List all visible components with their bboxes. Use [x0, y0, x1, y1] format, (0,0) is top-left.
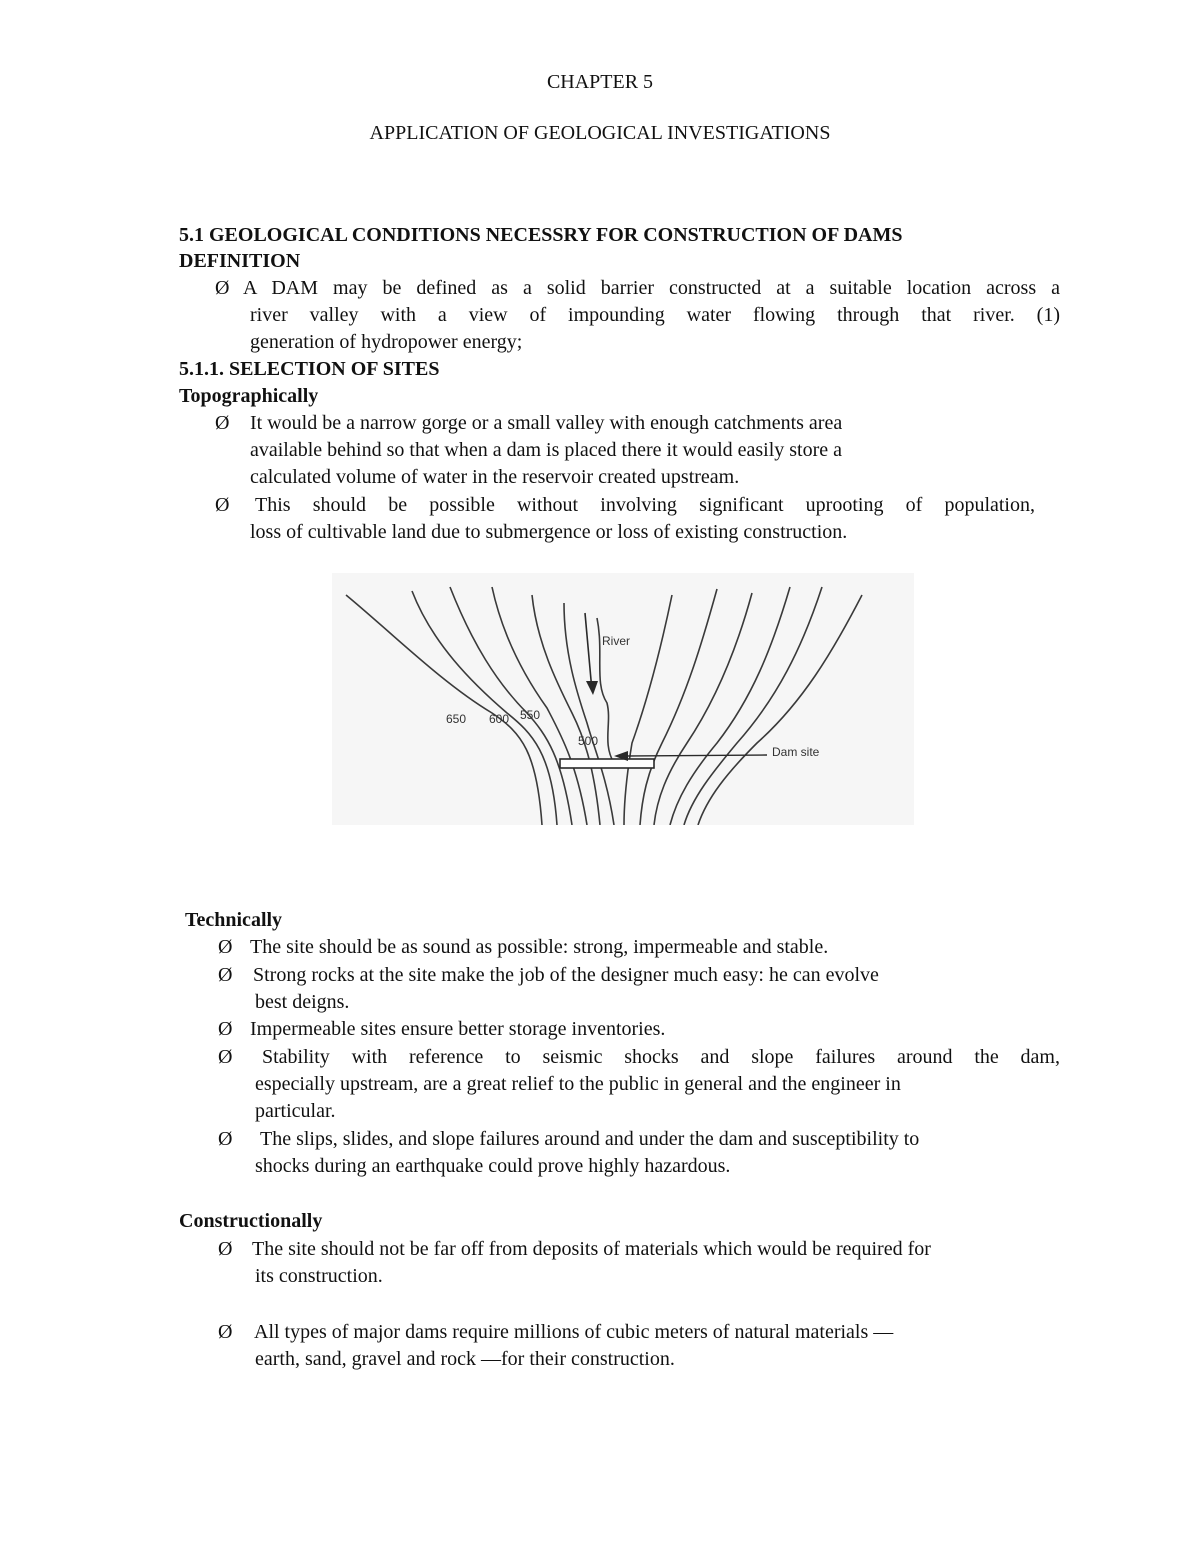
- river-flow-arrowhead: [586, 681, 598, 695]
- const-bullet-2-line-1: All types of major dams require millions of cubic meters of natural materials —: [254, 1321, 894, 1343]
- contour-line: [624, 595, 672, 825]
- contour-line: [640, 589, 717, 825]
- topo-bullet-1-line-1: It would be a narrow gorge or a small valley with enough catchments area: [250, 412, 843, 434]
- contour-line: [450, 587, 572, 825]
- chapter-title: APPLICATION OF GEOLOGICAL INVESTIGATIONS: [369, 122, 831, 144]
- definition-line-2: river valley with a view of impounding water flowing through that river. (1): [250, 304, 1060, 326]
- const-bullet-1-line-2: its construction.: [255, 1265, 383, 1287]
- subsection-heading: 5.1.1. SELECTION OF SITES: [179, 358, 440, 380]
- tech-bullet-3: [218, 1016, 1038, 1043]
- tech-bullet-4-line-1: Stability with reference to seismic shocks and slope failures around the dam,: [262, 1046, 1060, 1068]
- contour-line: [684, 587, 822, 825]
- dam-site-contour-figure: [332, 573, 914, 825]
- const-bullet-2-line-2: earth, sand, gravel and rock —for their construction.: [255, 1348, 675, 1370]
- tech-bullet-5-line-1: The slips, slides, and slope failures around and under the dam and susceptibility to: [260, 1128, 920, 1150]
- tech-bullet-4: [218, 1044, 1060, 1125]
- river-flow-arrow: [585, 613, 592, 691]
- const-bullet-1-line-1: The site should not be far off from deposits of materials which would be required for: [252, 1238, 931, 1260]
- bullet-symbol: Ø: [215, 412, 230, 434]
- contour-map-drawing: [332, 573, 914, 825]
- const-bullet-2: [218, 1319, 1060, 1373]
- tech-bullet-2-line-2: best deigns.: [255, 991, 350, 1013]
- dam-site-label: Dam site: [772, 745, 820, 759]
- const-bullet-1: [218, 1236, 1060, 1290]
- bullet-symbol: Ø: [218, 1018, 233, 1040]
- tech-bullet-1: [218, 934, 1038, 961]
- topo-bullet-2-line-1: This should be possible without involving significant uprooting of population,: [255, 494, 1035, 516]
- bullet-symbol: Ø: [215, 277, 230, 299]
- tech-bullet-1-line-1: The site should be as sound as possible: strong, impermeable and stable.: [250, 936, 829, 958]
- contour-label-500: 500: [578, 734, 599, 748]
- topo-bullet-2: [215, 492, 1035, 546]
- bullet-symbol: Ø: [218, 1238, 233, 1260]
- chapter-number: CHAPTER 5: [546, 71, 654, 93]
- contour-label-600: 600: [489, 712, 510, 726]
- constructionally-heading: Constructionally: [179, 1210, 323, 1232]
- topo-bullet-2-line-2: loss of cultivable land due to submergence or loss of existing construction.: [250, 521, 848, 543]
- contour-line: [654, 593, 752, 825]
- section-heading: 5.1 GEOLOGICAL CONDITIONS NECESSRY FOR CONSTRUCTION OF DAMS: [179, 224, 903, 246]
- contour-line: [492, 587, 587, 825]
- dam-site-pointer: [627, 755, 767, 756]
- bullet-symbol: Ø: [218, 1321, 233, 1343]
- bullet-symbol: Ø: [218, 1046, 233, 1068]
- contour-label-550: 550: [520, 708, 541, 722]
- river-label: River: [602, 634, 631, 648]
- topo-bullet-1-line-3: calculated volume of water in the reservoir created upstream.: [250, 466, 740, 488]
- definition-heading: DEFINITION: [179, 250, 301, 272]
- contour-line: [670, 587, 790, 825]
- topo-bullet-1-line-2: available behind so that when a dam is placed there it would easily store a: [250, 439, 843, 461]
- bullet-symbol: Ø: [215, 494, 230, 516]
- bullet-symbol: Ø: [218, 1128, 233, 1150]
- contour-line: [346, 595, 542, 825]
- dam-structure: [560, 759, 654, 768]
- tech-bullet-5: [218, 1126, 1060, 1180]
- definition-line-1: A DAM may be defined as a solid barrier constructed at a suitable location across a: [243, 277, 1060, 299]
- tech-bullet-4-line-2: especially upstream, are a great relief to the public in general and the engineer in: [255, 1073, 901, 1095]
- tech-bullet-2-line-1: Strong rocks at the site make the job of the designer much easy: he can evolve: [253, 964, 879, 986]
- topographically-heading: Topographically: [179, 385, 319, 407]
- technically-heading: Technically: [185, 909, 283, 931]
- contour-label-650: 650: [446, 712, 467, 726]
- tech-bullet-5-line-2: shocks during an earthquake could prove highly hazardous.: [255, 1155, 731, 1177]
- tech-bullet-2: [218, 962, 1038, 1016]
- definition-bullet: [215, 275, 1060, 356]
- tech-bullet-3-line-1: Impermeable sites ensure better storage inventories.: [250, 1018, 666, 1040]
- tech-bullet-4-line-3: particular.: [255, 1100, 336, 1122]
- contour-line: [698, 595, 862, 825]
- bullet-symbol: Ø: [218, 964, 233, 986]
- definition-line-3: generation of hydropower energy;: [250, 331, 523, 353]
- bullet-symbol: Ø: [218, 936, 233, 958]
- topo-bullet-1: [215, 410, 1015, 491]
